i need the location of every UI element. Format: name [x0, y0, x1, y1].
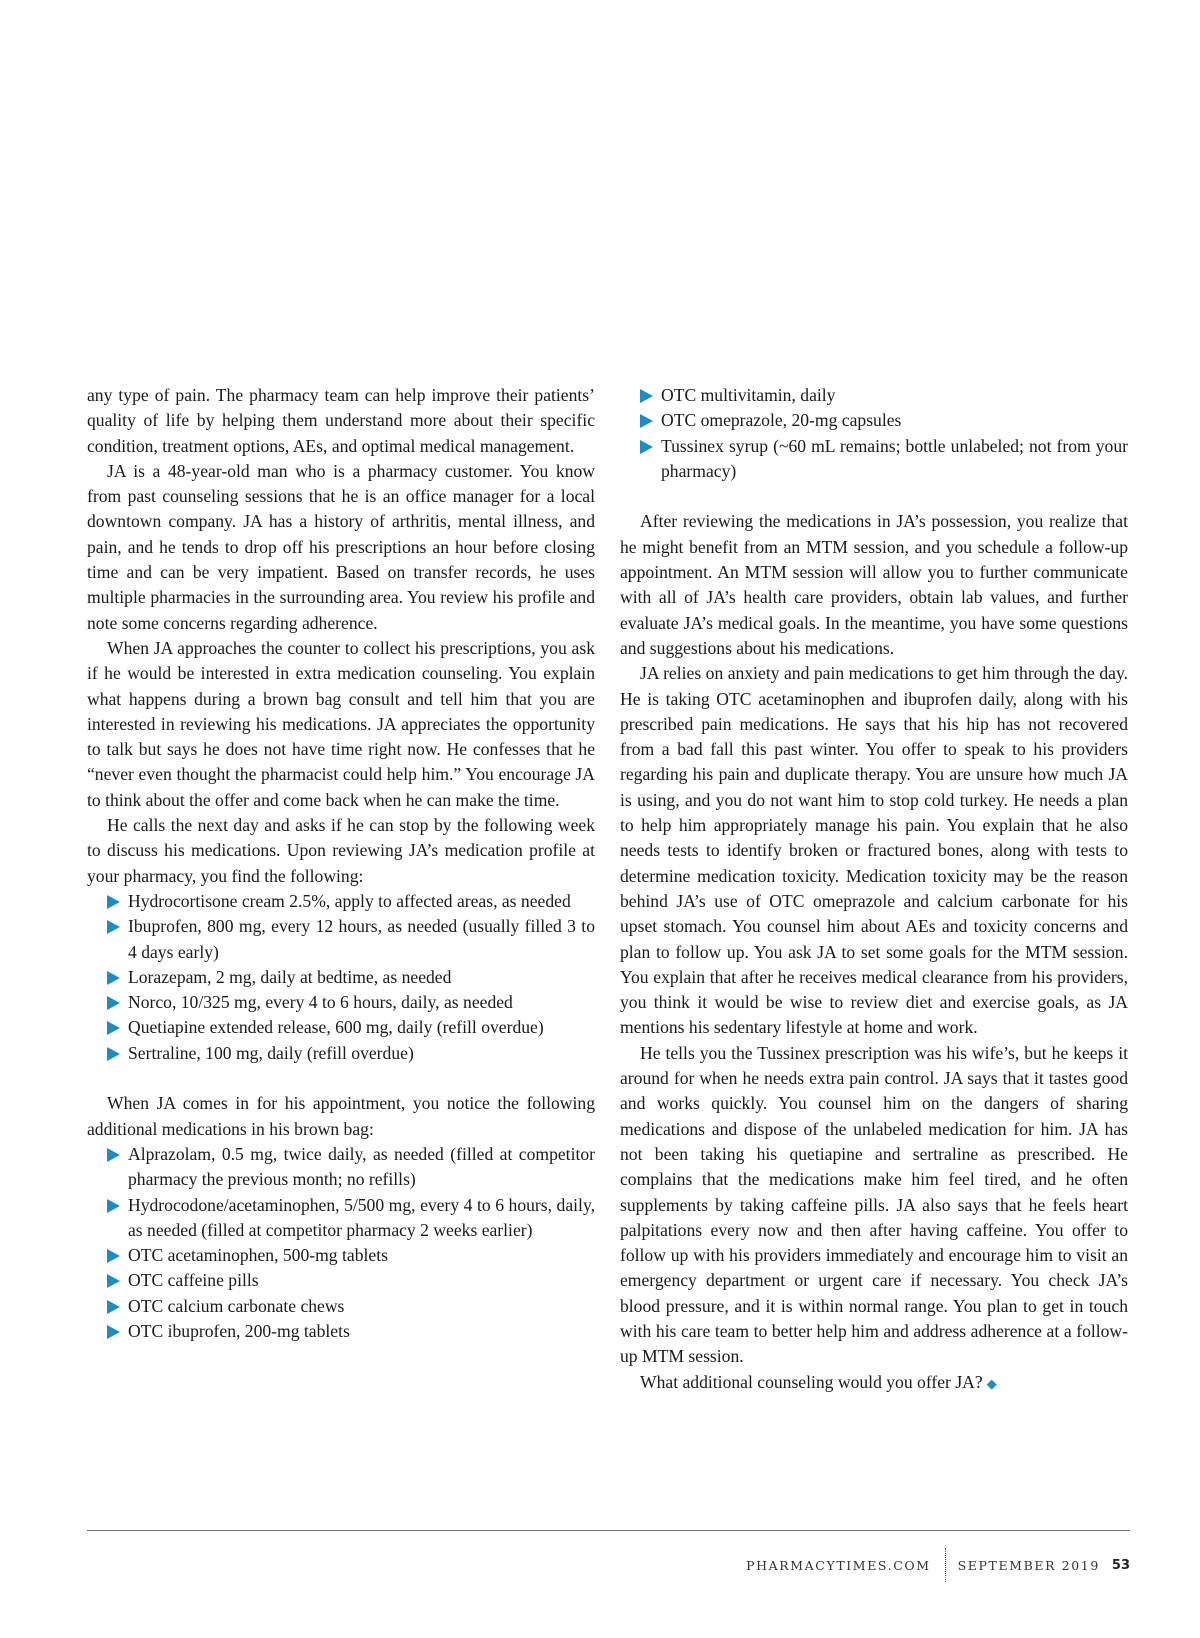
- triangle-bullet-icon: [107, 1325, 120, 1339]
- list-item: OTC caffeine pills: [128, 1268, 595, 1293]
- list-item: OTC omeprazole, 20-mg capsules: [661, 408, 1128, 433]
- triangle-bullet-icon: [640, 389, 653, 403]
- paragraph: When JA approaches the counter to collect his prescriptions, you ask if he would be interested in extra medication counseling. You explain what happens during a brown bag consult and tell him that you are interested in reviewing his medications. JA appreciates the opportunity to talk but says he does not have time right now. He confesses that he “never even thought the pharmacist could help him.” You encourage JA to think about the offer and come back when he can make the time.: [87, 637, 595, 810]
- paragraph: After reviewing the medications in JA’s possession, you realize that he might benefit from an MTM session, and you schedule a follow-up appointment. An MTM session will allow you to further communicate with all of JA’s health care providers, obtain lab values, and further evaluate JA’s medical goals. In the meantime, you have some questions and suggestions about his medications.: [620, 511, 1128, 658]
- triangle-bullet-icon: [107, 1199, 120, 1213]
- list-item: Tussinex syrup (~60 mL remains; bottle unlabeled; not from your pharmacy): [661, 434, 1128, 485]
- list-item: OTC acetaminophen, 500-mg tablets: [128, 1243, 595, 1268]
- paragraph: JA is a 48-year-old man who is a pharmacy customer. You know from past counseling sessions that he is an office manager for a local downtown company. JA has a history of arthritis, mental illness, and pain, and he tends to drop off his prescriptions an hour before closing time and can be very impatient. Based on transfer records, he uses multiple pharmacies in the surrounding area. You review his profile and note some concerns regarding adherence.: [87, 460, 595, 633]
- brown-bag-list-continued: [620, 383, 1128, 484]
- list-item: Quetiapine extended release, 600 mg, daily (refill overdue): [128, 1015, 595, 1040]
- closing-question: What additional counseling would you offer JA?: [640, 1371, 983, 1392]
- list-item: Ibuprofen, 800 mg, every 12 hours, as needed (usually filled 3 to 4 days early): [128, 914, 595, 965]
- list-item: OTC calcium carbonate chews: [128, 1294, 595, 1319]
- list-item: OTC multivitamin, daily: [661, 383, 1128, 408]
- triangle-bullet-icon: [107, 1148, 120, 1162]
- triangle-bullet-icon: [640, 440, 653, 454]
- triangle-bullet-icon: [107, 1274, 120, 1288]
- list-item: Alprazolam, 0.5 mg, twice daily, as needed (filled at competitor pharmacy the previous month; no refills): [128, 1142, 595, 1193]
- page-footer: [746, 1548, 1130, 1582]
- page-number: 53: [1111, 1557, 1130, 1573]
- triangle-bullet-icon: [107, 1021, 120, 1035]
- diamond-end-icon: ◆: [986, 1375, 997, 1391]
- paragraph: When JA comes in for his appointment, you notice the following additional medications in his brown bag:: [87, 1093, 595, 1139]
- list-item: Hydrocortisone cream 2.5%, apply to affected areas, as needed: [128, 889, 595, 914]
- footer-divider: [945, 1548, 946, 1582]
- footer-issue: SEPTEMBER 2019: [957, 1557, 1100, 1573]
- triangle-bullet-icon: [107, 1047, 120, 1061]
- brown-bag-list: [87, 1142, 595, 1344]
- triangle-bullet-icon: [107, 1249, 120, 1263]
- paragraph: any type of pain. The pharmacy team can help improve their patients’ quality of life by helping them understand more about their specific condition, treatment options, AEs, and optimal medical management.: [87, 385, 595, 456]
- list-item: Hydrocodone/acetaminophen, 5/500 mg, every 4 to 6 hours, daily, as needed (filled at competitor pharmacy 2 weeks earlier): [128, 1193, 595, 1244]
- footer-site: PHARMACYTIMES.COM: [746, 1557, 931, 1573]
- triangle-bullet-icon: [107, 996, 120, 1010]
- footer-rule: [87, 1530, 1130, 1531]
- paragraph: [620, 1370, 1128, 1396]
- paragraph: He calls the next day and asks if he can stop by the following week to discuss his medications. Upon reviewing JA’s medication profile at your pharmacy, you find the following:: [87, 815, 595, 886]
- triangle-bullet-icon: [640, 414, 653, 428]
- triangle-bullet-icon: [107, 1300, 120, 1314]
- list-item: Norco, 10/325 mg, every 4 to 6 hours, daily, as needed: [128, 990, 595, 1015]
- medication-profile-list: [87, 889, 595, 1066]
- spacer: [620, 484, 1128, 509]
- spacer: [87, 1066, 595, 1091]
- right-column: [620, 383, 1128, 1396]
- triangle-bullet-icon: [107, 971, 120, 985]
- left-column: [87, 383, 595, 1344]
- triangle-bullet-icon: [107, 920, 120, 934]
- paragraph: He tells you the Tussinex prescription was his wife’s, but he keeps it around for when he needs extra pain control. JA says that it tastes good and works quickly. You counsel him on the dangers of sharing medications and dispose of the unlabeled medication for him. JA has not been taking his quetiapine and sertraline as prescribed. He complains that the medications make him feel tired, and he often supplements by taking caffeine pills. JA also says that he feels heart palpitations every now and then after having caffeine. You offer to follow up with his providers immediately and encourage him to visit an emergency department or urgent care if necessary. You check JA’s blood pressure, and it is within normal range. You plan to get in touch with his care team to better help him and address adherence at a follow-up MTM session.: [620, 1042, 1128, 1367]
- triangle-bullet-icon: [107, 895, 120, 909]
- paragraph: JA relies on anxiety and pain medications to get him through the day. He is taking OTC acetaminophen and ibuprofen daily, along with his prescribed pain medications. He says that his hip has not recovered from a bad fall this past winter. You offer to speak to his providers regarding his pain and duplicate therapy. You are unsure how much JA is using, and you do not want him to stop cold turkey. He needs a plan to help him appropriately manage his pain. You explain that he also needs tests to identify broken or fractured bones, along with tests to determine medication toxicity. Medication toxicity may be the reason behind JA’s use of OTC omeprazole and calcium carbonate for his upset stomach. You counsel him about AEs and toxicity concerns and plan to follow up. You ask JA to set some goals for the MTM session. You explain that after he receives medical clearance from his providers, you think it would be wise to review diet and exercise goals, as JA mentions his sedentary lifestyle at home and work.: [620, 663, 1128, 1038]
- list-item: Lorazepam, 2 mg, daily at bedtime, as needed: [128, 965, 595, 990]
- list-item: Sertraline, 100 mg, daily (refill overdue): [128, 1041, 595, 1066]
- list-item: OTC ibuprofen, 200-mg tablets: [128, 1319, 595, 1344]
